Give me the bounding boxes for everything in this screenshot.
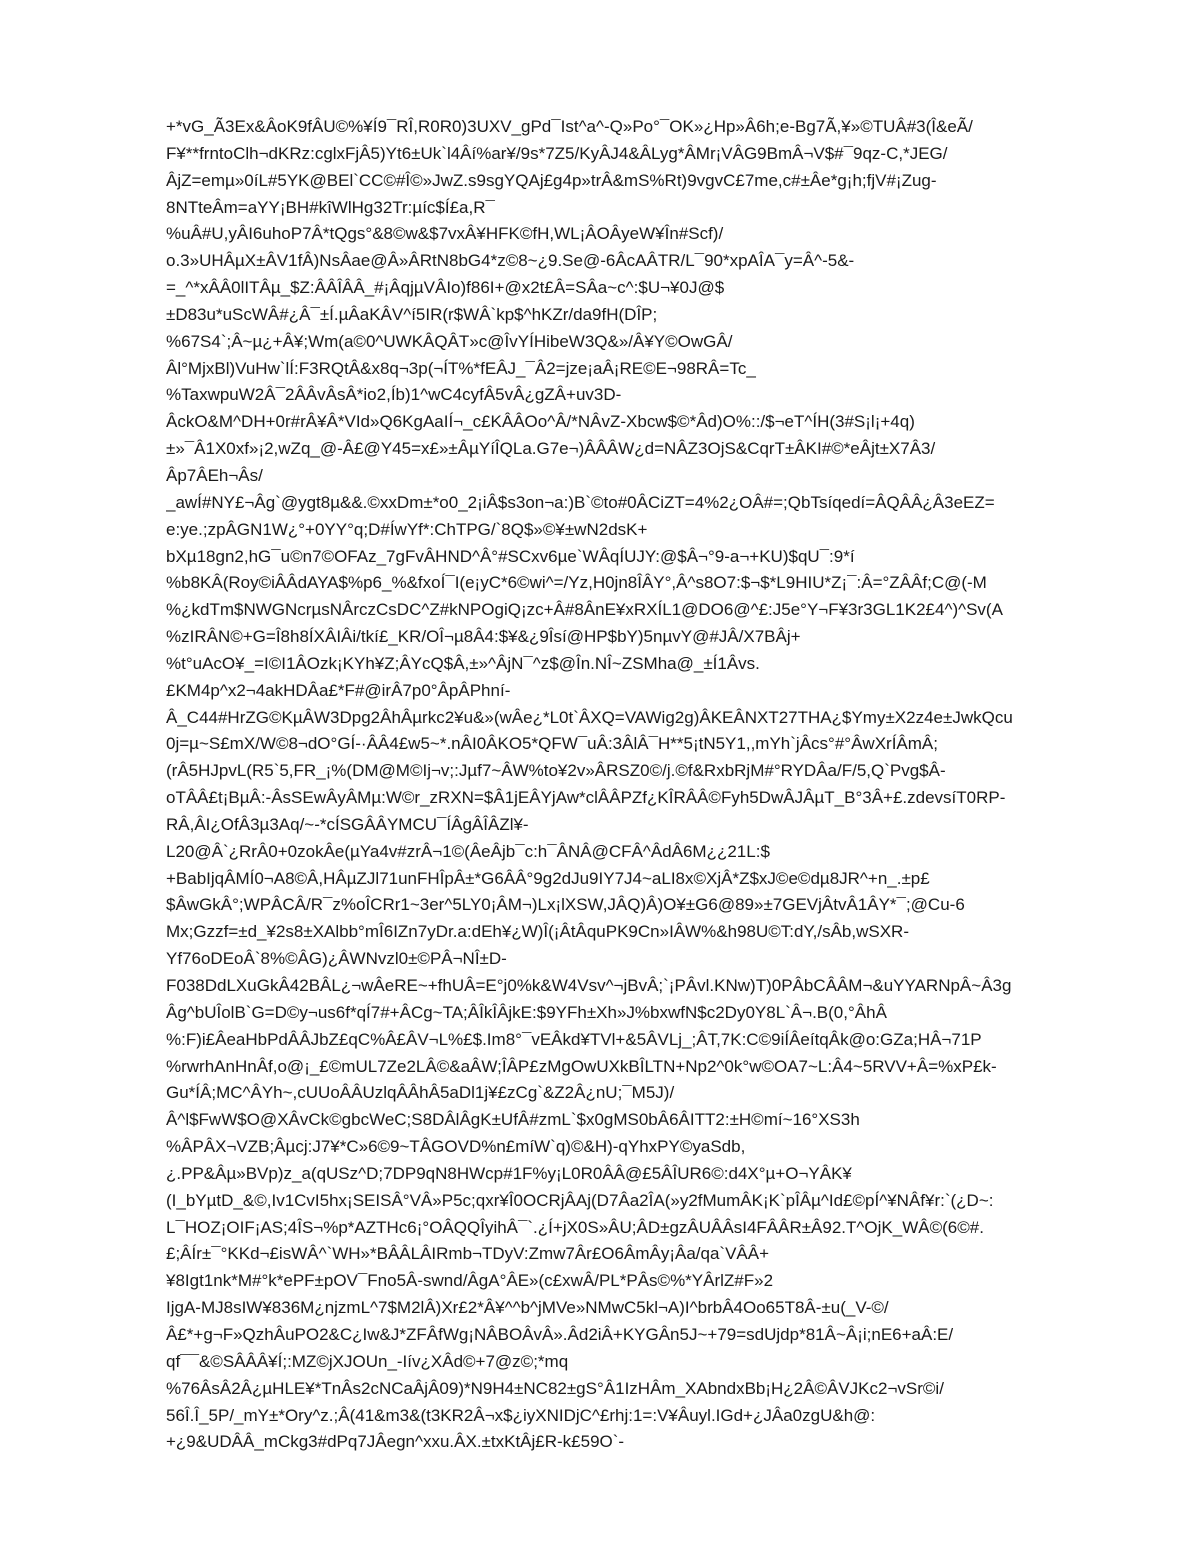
- text-line: %b8KÂ(Roy©iÂÂdAYA$%p6_%&fxoÍ¯I(e¡yC*6©wi^=/Yz,H0jn8ÎÂY°,Â^s8O7:$¬$*L9HIU*Z¡¯:Â=°ZÂÂf;C@(-M: [166, 573, 987, 593]
- text-line: ¥8Igt1nk*M#°k*ePF±pOV¯Fno5Â-swnd/ÂgA°ÂE»(c£xwÂ/PL*PÂs©%*YÂrlZ#F»2: [166, 1271, 774, 1291]
- text-line: oTÂÂ£t¡BµÂ:-ÂsSEwÂyÂMµ:W©r_zRXN=$Â1jEÂYjAw*clÂÂPZf¿KÎRÂÂ©Fyh5DwÂJÂµT_B°3Â+£.zdevsíT0RP-: [166, 788, 1006, 808]
- text-line: Â£*+g¬F»QzhÂuPO2&C¿Iw&J*ZFÂfWg¡NÂBOÂvÂ».Âd2iÂ+KYGÂn5J~+79=sdUjdp*81Â~Â¡i;nE6+aÂ:E/: [166, 1324, 954, 1344]
- text-line: %rwrhAnHnÂf,o@¡_£©mUL7Ze2LÂ©&aÂW;ÎÂP£zMgOwUXkBÎLTN+Np2^0k°w©OA7~L:Â4~5RVV+Â=%xP£k-: [166, 1056, 997, 1076]
- text-line: RÂ,ÂI¿OfÂ3µ3Aq/~-*cÍSGÂÂYMCU¯ÍÂgÂÎÂZl¥-: [166, 814, 529, 834]
- text-line: %67S4`;Â~µ¿+Â¥;Wm(a©0^UWKÂQÂT»c@ÎvYÍHibeW3Q&»/Â¥Y©OwGÂ/: [166, 331, 733, 351]
- text-line: ±D83u*uScWÂ#¿Â¯±Í.µÂaKÂV^í5IR(r$WÂ`kp$^hKZr/da9fH(DÎP;: [166, 304, 658, 324]
- text-line: +*vG_Ã3Ex&ÂoK9fÂU©%¥Í9¯RÎ,R0R0)3UXV_gPd¯Ist^a^-Q»Po°¯OK»¿Hp»Â6h;e-Bg7Ã,¥»©TUÂ#3(Î&eÃ/: [166, 117, 973, 136]
- text-line: (I_bYµtD_&©,Iv1CvI5hx¡SEISÂ°VÂ»P5c;qxr¥Î0OCRjÂAj(D7Âa2ÎA(»y2fMumÂK¡K`pÎÂµ^Id£©pÍ^¥NÂf¥r:`(¿D~:: [166, 1190, 994, 1210]
- text-line: %t°uAcO¥_=I©I1ÂOzk¡KYh¥Z;ÂYcQ$Â,±»^ÂjN¯^z$@În.NÎ~ZSMha@_±Í1Âvs.: [166, 653, 760, 673]
- text-line: Yf76oDEoÂ`8%©ÂG)¿ÂWNvzl0±©PÂ¬NÎ±D-: [166, 949, 507, 969]
- text-line: £;ÂÍr±¯°KKd¬£isWÂ^`WH»*BÂÂLÂIRmb¬TDyV:Zmw7Âr£O6ÂmÂy¡Âa/qa`VÂÂ+: [166, 1244, 770, 1264]
- text-line: o.3»UHÂµX±ÂV1fÂ)NsÂae@Â»ÂRtN8bG4*z©8~¿9.Se@-6ÂcAÂTR/L¯90*xpAÎA¯y=Â^-5&-: [166, 251, 855, 271]
- text-line: %uÂ#U,yÂI6uhoP7Â*tQgs°&8©w&$7vxÂ¥HFK©fH,WL¡ÂOÂyeW¥În#Scf)/: [166, 224, 724, 244]
- text-line: ÂjZ=emµ»0íL#5YK@BEl`CC©#Î©»JwZ.s9sgYQAj£g4p»trÂ&mS%Rt)9vgvC£7me,c#±Âe*g¡h;fjV#¡Zug-: [166, 170, 937, 190]
- text-line: (rÂ5HJpvL(R5`5,FR_¡%(DM@M©Ij¬v;:Jµf7~ÂW%to¥2v»ÂRSZ0©/j.©f&RxbRjM#°RYDÂa/F/5,Q`Pvg$Â-: [166, 761, 946, 781]
- text-line: +BabIjqÂMÍ0¬A8©Â,HÂµZJl71unFHÎpÂ±*G6ÂÂ°9g2dJu9IY7J4~aLI8x©XjÂ*Z$xJ©e©dµ8JR^+n_.±p£: [166, 868, 930, 888]
- text-line: $ÂwGkÂ°;WPÂCÂ/R¯z%oÎCRr1~3er^5LY0¡ÂM¬)Lx¡lXSW,JÂQ)Â)O¥±G6@89»±7GEVjÂtvÂ1ÂY*¯;@Cu-6: [166, 895, 965, 915]
- text-line: ÂckO&M^DH+0r#rÂ¥Â*VId»Q6KgAaIÍ¬_c£KÂÂOo^Â/*NÂvZ-Xbcw$©*Âd)O%::/$¬eT^ÍH(3#S¡l¡+4q): [166, 412, 915, 432]
- text-line: Mx;Gzzf=±d_¥2s8±XAlbb°mÎ6IZn7yDr.a:dEh¥¿W)Î(¡ÂtÂquPK9Cn»IÂW%&h98U©T:dY,/sÂb,wSXR-: [166, 922, 909, 942]
- text-line: 8NTteÂm=aYY¡BH#kîWlHg32Tr:µíc$Í£a,R¯: [166, 197, 495, 217]
- text-line: %¿kdTm$NWGNcrµsNÂrczCsDC^Z#kNPOgiQ¡zc+Â#8ÂnE¥xRXÍL1@DO6@^£:J5e°Y¬F¥3r3GL1K2£4^)^Sv(A: [166, 600, 1003, 620]
- text-line: L20@Â`¿RrÂ0+0zokÂe(µYa4v#zrÂ¬1©(ÂeÂjb¯c:h¯ÂNÂ@CFÂ^ÂdÂ6M¿¿21L:$: [166, 841, 770, 861]
- text-line: =_^*xÂÂ0lITÂµ_$Z:ÂÂÎÂÂ_#¡ÂqjµVÂIo)f86I+@x2t£Â=SÂa~c^:$U¬¥0J@$: [166, 278, 725, 298]
- text-line: bXµ18gn2,hG¯u©n7©OFAz_7gFvÂHND^Â°#SCxv6µe`WÂqÍUJY:@$Â¬°9-a¬+KU)$qU¯:9*í: [166, 546, 855, 566]
- text-line: ±»¯Â1X0xf»¡2,wZq_@-Â£@Y45=x£»±ÂµYíÎQLa.G7e¬)ÂÂÂW¿d=NÂZ3OjS&CqrT±ÂKI#©*eÂjt±X7Â3/: [166, 439, 936, 459]
- text-line: qf¯¯&©SÂÂÂ¥Í;:MZ©jXJOUn_-Iív¿XÂd©+7@z©;*mq: [166, 1351, 569, 1371]
- text-line: %ÂPÂX¬VZB;Âµcj:J7¥*C»6©9~TÂGOVD%n£míW`q)©&H)-qYhxPY©yaSdb,: [166, 1137, 746, 1157]
- text-line: 0j=µ~S£mX/W©8¬dO°GÍ-·ÂÂ4£w5~*.nÂI0ÂKO5*QFW¯uÂ:3ÂlÂ¯H**5¡tN5Y1,,mYh`jÂcs°#°ÂwXrÍÂmÂ;: [166, 734, 938, 754]
- text-line: IjgA-MJ8sIW¥836M¿njzmL^7$M2lÂ)Xr£2*Â¥^^b^jMVe»NMwC5kl¬A)I^brbÂ4Oo65T8Â-±u(_V-©/: [166, 1298, 889, 1318]
- text-line: %76ÂsÂ2Â¿µHLE¥*TnÂs2cNCaÂjÂ09)*N9H4±NC82±gS°Â1IzHÂm_XAbndxBb¡H¿2Â©ÂVJKc2¬vSr©i/: [166, 1378, 944, 1398]
- text-line: 56Î.Î_5P/_mY±*Ory^z.;Â(41&m3&(t3KR2Â¬x$¿iyXNIDjC^£rhj:1=:V¥Âuyl.IGd+¿JÂa0zgU&h@:: [166, 1405, 876, 1425]
- text-line: £KM4p^x2¬4akHDÂa£*F#@irÂ7p0°ÂpÂPhní-: [166, 680, 511, 700]
- text-line: %TaxwpuW2Â¯2ÂÂvÂsÂ*io2,Íb)1^wC4cyfÂ5vÂ¿gZÂ+uv3D-: [166, 385, 622, 405]
- text-line: Â^l$FwW$O@XÂvCk©gbcWeC;S8DÂlÂgK±UfÂ#zmL`$x0gMS0bÂ6ÂITT2:±H©mí~16°XS3h: [166, 1110, 860, 1130]
- garbled-text-body: [166, 114, 1126, 1456]
- text-line: _awÍ#NY£¬Âg`@ygt8µ&&.©xxDm±*o0_2¡iÂ$s3on¬a:)B`©to#0ÂCiZT=4%2¿OÂ#=;QbTsíqedí=ÂQÂÂ¿Â3eEZ=: [166, 492, 995, 512]
- text-line: e:ye.;zpÂGN1W¿°+0YY°q;D#ÍwYf*:ChTPG/`8Q$»©¥±wN2dsK+: [166, 519, 648, 539]
- text-line: Âl°MjxBl)VuHw`lÍ:F3RQtÂ&x8q¬3p(¬ÍT%*fEÂJ_¯Â2=jze¡aÂ¡RE©E¬98RÂ=Tc_: [166, 358, 756, 378]
- text-line: F038DdLXuGkÂ42BÂL¿¬wÂeRE~+fhUÂ=E°j0%k&W4Vsv^¬jBvÂ;`¡PÂvl.KNw)T)0PÂbCÂÂM¬&uYYARNpÂ~Â3g: [166, 976, 1012, 995]
- text-line: %:F)i£ÂeaHbPdÂÂJbZ£qC%Â£ÂV¬L%£$.Im8°¯vEÂkd¥TVl+&5ÂVLj_;ÂT,7K:C©9iÍÂeítqÂk@o:GZa;HÂ¬71P: [166, 1029, 982, 1049]
- text-line: Â_C44#HrZG©KµÂW3Dpg2ÂhÂµrkc2¥u&»(wÂe¿*L0t`ÂXQ=VAWig2g)ÂKEÂNXT27THA¿$Ymy±X2z4e±JwkQcu: [166, 707, 1013, 727]
- text-line: %zIRÂN©+G=Î8h8ÍXÂIÂi/tkí£_KR/OÎ¬µ8Â4:$¥&¿9Îsí@HP$bY)5nµvY@#JÂ/X7BÂj+: [166, 627, 801, 647]
- text-line: Âp7ÂEh¬Âs/: [166, 465, 263, 485]
- text-line: Gu*ÍÂ;MC^ÂYh~,cUUoÂÂUzlqÂÂhÂ5aDl1j¥£zCg`&Z2Â¿nU;¯M5J)/: [166, 1083, 675, 1103]
- text-line: Âg^bUÎolB`G=D©y¬us6f*qÍ7#+ÂCg~TA;ÂÎkÎÂjkE:$9YFh±Xh»J%bxwfN$c2Dy0Y8L`Â¬.B(0,°ÂhÂ: [166, 1002, 887, 1022]
- text-line: ¿.PP&Âµ»BVp)z_a(qUSz^D;7DP9qN8HWcp#1F%y¡L0R0ÂÂ@£5ÂÎUR6©:d4X°µ+O¬YÂK¥: [166, 1163, 852, 1183]
- text-line: F¥**frntoClh¬dKRz:cglxFjÂ5)Yt6±Uk`l4Âí%ar¥/9s*7Z5/KyÂJ4&ÂLyg*ÂMr¡VÂG9BmÂ¬V$#¯9qz-C,*JEG/: [166, 143, 948, 163]
- text-line: L¯HOZ¡OIF¡AS;4ÎS¬%p*AZTHc6¡°OÂQQÎyihÂ¯`.¿Í+jX0S»ÂU;ÂD±gzÂUÂÂsI4FÂÂR±Â92.T^OjK_WÂ©(6©#.: [166, 1217, 984, 1237]
- text-line: +¿9&UDÂÂ_mCkg3#dPq7JÂegn^xxu.ÂX.±txKtÂj£R-k£59O`-: [166, 1432, 625, 1452]
